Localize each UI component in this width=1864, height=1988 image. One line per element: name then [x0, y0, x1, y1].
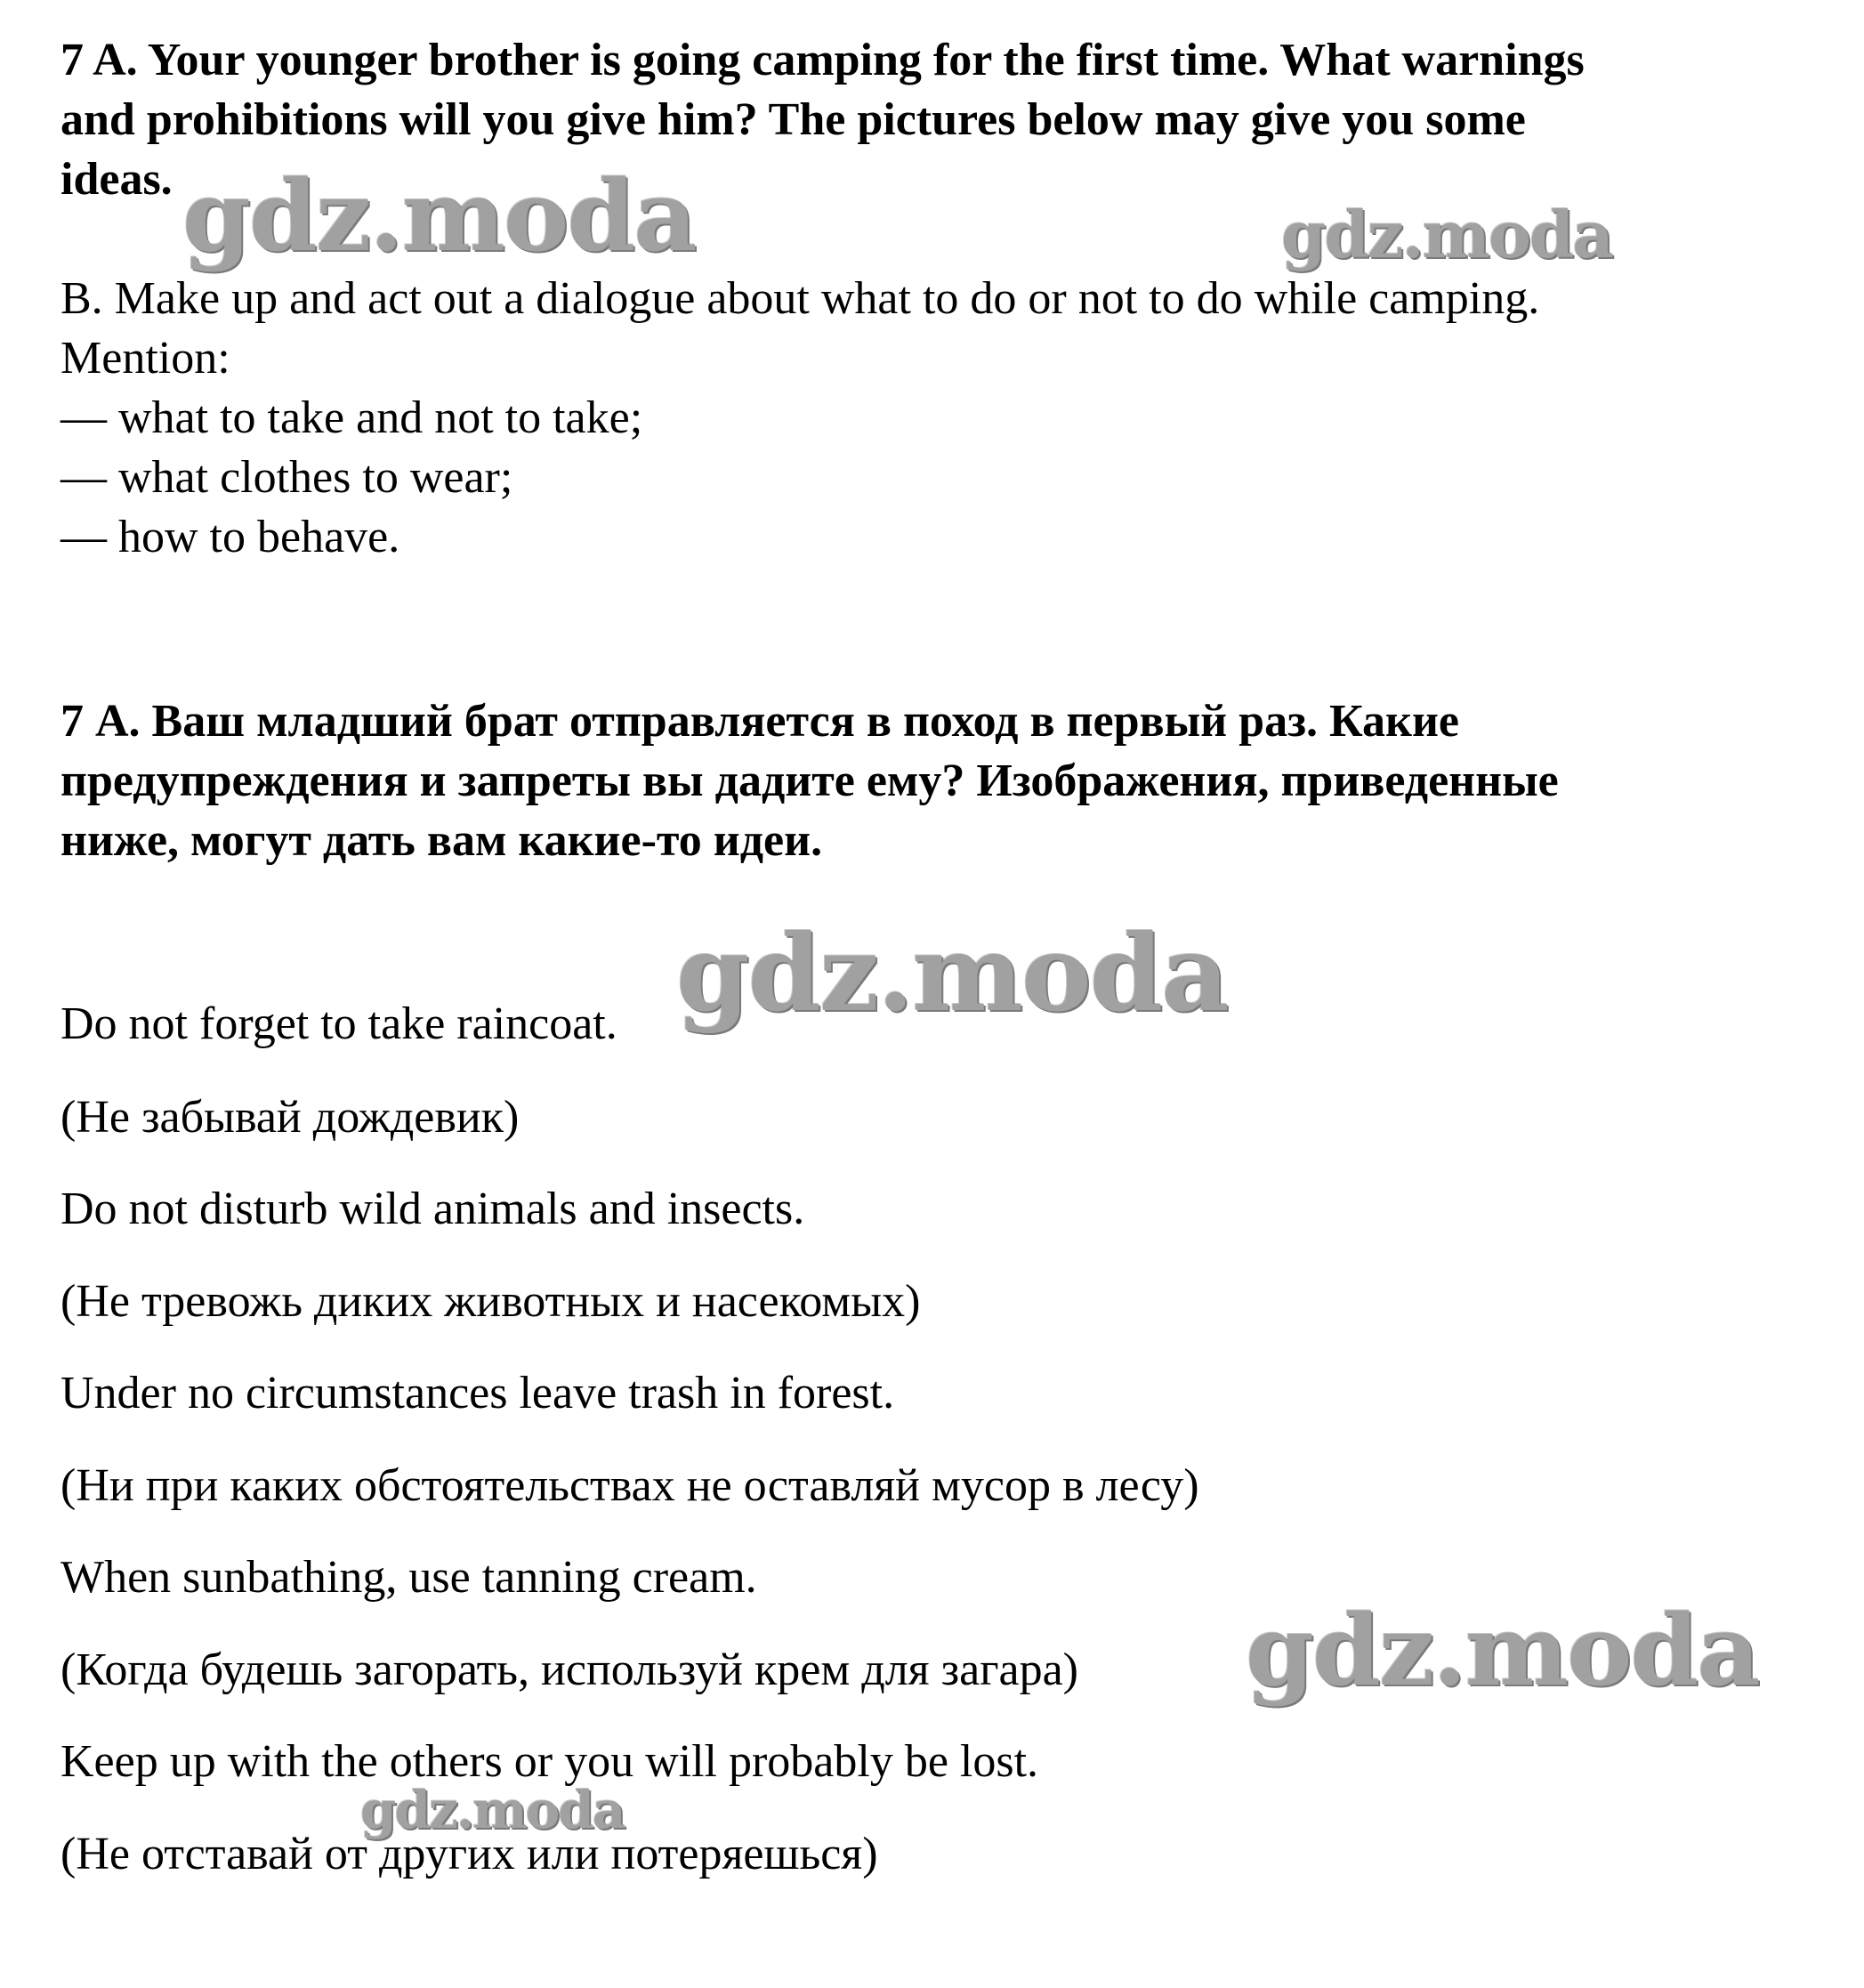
- watermark: gdz.moda: [1281, 197, 1612, 272]
- task-ru-heading-line-2: предупреждения и запреты вы дадите ему? Изображения, приведенные: [61, 756, 1559, 806]
- watermark: gdz.moda: [360, 1780, 625, 1840]
- task-ru-heading-line-1: 7 А. Ваш младший брат отправляется в поход в первый раз. Какие: [61, 696, 1459, 747]
- answer-en-1: Do not forget to take raincoat.: [61, 998, 617, 1049]
- task-heading-line-1: 7 A. Your younger brother is going camping for the first time. What warnings: [61, 35, 1585, 85]
- answer-en-2: Do not disturb wild animals and insects.: [61, 1184, 805, 1234]
- answer-ru-4: (Когда будешь загорать, используй крем для загара): [61, 1645, 1078, 1695]
- answer-ru-1: (Не забывай дождевик): [61, 1092, 520, 1143]
- answer-en-4: When sunbathing, use tanning cream.: [61, 1552, 757, 1603]
- part-b-line-3: — what to take and not to take;: [61, 392, 643, 443]
- part-b-line-5: — how to behave.: [61, 512, 400, 562]
- answer-en-5: Keep up with the others or you will probably be lost.: [61, 1736, 1039, 1787]
- answer-ru-5: (Не отставай от других или потеряешься): [61, 1829, 878, 1879]
- answer-ru-2: (Не тревожь диких животных и насекомых): [61, 1276, 921, 1327]
- task-heading-line-2: and prohibitions will you give him? The pictures below may give you some: [61, 94, 1526, 145]
- task-heading-line-3: ideas.: [61, 154, 173, 205]
- watermark: gdz.moda: [676, 911, 1228, 1035]
- part-b-line-2: Mention:: [61, 333, 230, 384]
- answer-ru-3: (Ни при каких обстоятельствах не оставляй мусор в лесу): [61, 1460, 1199, 1511]
- watermark: gdz.moda: [1246, 1593, 1759, 1708]
- task-ru-heading-line-3: ниже, могут дать вам какие-то идеи.: [61, 815, 823, 866]
- part-b-line-1: B. Make up and act out a dialogue about what to do or not to do while camping.: [61, 273, 1540, 324]
- answer-en-3: Under no circumstances leave trash in forest.: [61, 1368, 895, 1418]
- watermark: gdz.moda: [182, 158, 696, 273]
- part-b-line-4: — what clothes to wear;: [61, 452, 513, 503]
